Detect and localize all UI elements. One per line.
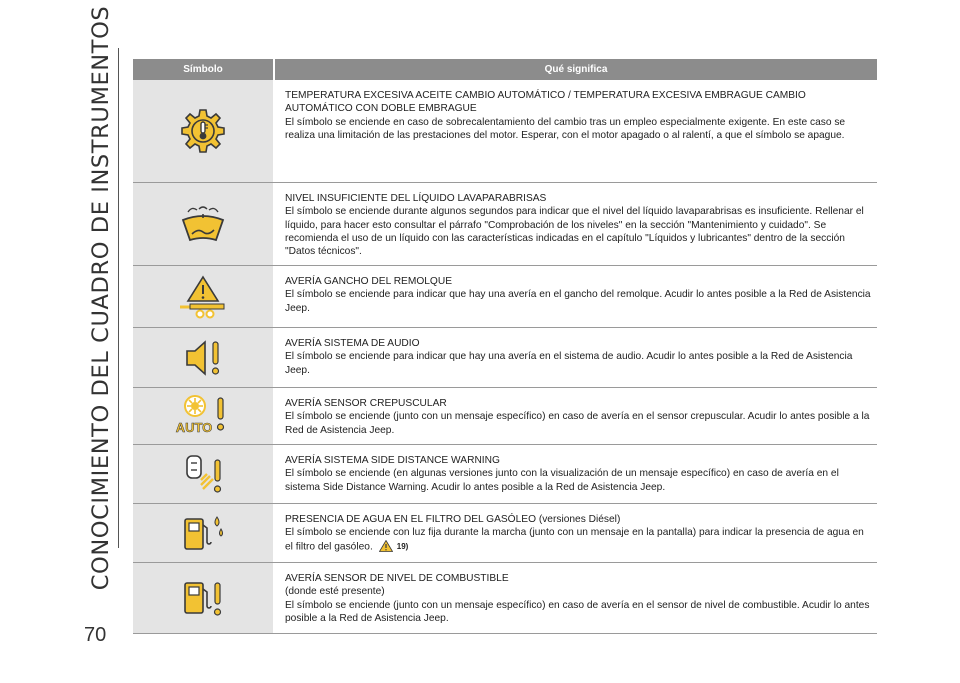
table-header — [133, 59, 877, 80]
row-title: AVERÍA SENSOR DE NIVEL DE COMBUSTIBLE — [285, 573, 509, 584]
table-row — [133, 504, 877, 563]
symbol-cell — [133, 504, 273, 562]
table-row — [133, 266, 877, 328]
row-description: El símbolo se enciende para indicar que hay una avería en el sistema de audio. Acudir lo antes posible a la Red de Asistencia Jeep. — [285, 351, 853, 376]
washer-fluid-icon — [178, 204, 228, 244]
chapter-title — [86, 5, 116, 591]
trailer-hitch-warning-icon — [178, 274, 228, 320]
meaning-cell — [273, 388, 877, 444]
meaning-cell — [273, 563, 877, 633]
table-row — [133, 328, 877, 388]
row-title: TEMPERATURA EXCESIVA ACEITE CAMBIO AUTOMÁTICO / TEMPERATURA EXCESIVA EMBRAGUE CAMBIO AUTOMÁTICO CON DOBLE EMBRAGUE — [285, 90, 806, 115]
row-title: AVERÍA SISTEMA SIDE DISTANCE WARNING — [285, 455, 500, 466]
table-row — [133, 445, 877, 504]
meaning-cell — [273, 80, 877, 182]
header-meaning: Qué significa — [273, 59, 877, 80]
row-title: AVERÍA SISTEMA DE AUDIO — [285, 338, 420, 349]
row-title: AVERÍA GANCHO DEL REMOLQUE — [285, 276, 452, 287]
meaning-cell — [273, 266, 877, 327]
row-subtitle: (donde esté presente) — [285, 586, 385, 598]
chapter-divider — [118, 48, 119, 548]
row-description — [285, 526, 871, 553]
reference-number: 19) — [396, 541, 409, 551]
header-symbol: Símbolo — [183, 64, 223, 75]
side-distance-warning-icon — [179, 452, 227, 496]
table-row — [133, 563, 877, 634]
table-row — [133, 388, 877, 445]
row-description: El símbolo se enciende (junto con un mensaje específico) en caso de avería en el sensor de nivel de combustible. Acudir lo antes posible a la Red de Asistencia Jeep. — [285, 599, 870, 624]
row-description: El símbolo se enciende (junto con un mensaje específico) en caso de avería en el sensor crepuscular. Acudir lo antes posible a la Red de Asistencia Jeep. — [285, 411, 870, 436]
symbol-cell — [133, 80, 273, 182]
warning-triangle-icon — [379, 540, 393, 552]
symbol-cell — [133, 445, 273, 503]
warning-lights-table — [133, 59, 877, 634]
meaning-cell — [273, 183, 877, 265]
row-description: El símbolo se enciende durante algunos segundos para indicar que el nivel del líquido lavaparabrisas es insuficiente. Rellenar el líquido, para hacer esto consultar el párrafo "Comprobación de los niveles" en la sección "Mantenimiento y cuidado". Se recomienda el uso de un líquido con las características indicadas en el capítulo "Líquidos y lubricantes" dentro de la sección "Datos técnicos". — [285, 206, 864, 258]
auto-icon-label: AUTO — [175, 420, 213, 435]
meaning-cell — [273, 328, 877, 387]
water-in-fuel-icon — [179, 511, 227, 555]
fuel-sensor-warning-icon — [179, 575, 227, 621]
row-title: NIVEL INSUFICIENTE DEL LÍQUIDO LAVAPARABRISAS — [285, 193, 547, 204]
table-row — [133, 183, 877, 266]
auto-light-sensor-icon — [175, 394, 231, 438]
warning-reference — [379, 540, 409, 553]
meaning-cell — [273, 504, 877, 562]
meaning-cell — [273, 445, 877, 503]
row-description: El símbolo se enciende (en algunas versiones junto con la visualización de un mensaje específico) en caso de avería en el sistema Side Distance Warning. Acudir lo antes posible a la Red de Asistencia Jeep. — [285, 468, 839, 493]
chapter-title-text: CONOCIMIENTO DEL CUADRO DE INSTRUMENTOS — [88, 5, 114, 591]
row-title: PRESENCIA DE AGUA EN EL FILTRO DEL GASÓLEO (versiones Diésel) — [285, 514, 621, 525]
page-number: 70 — [84, 624, 107, 646]
row-description: El símbolo se enciende para indicar que hay una avería en el gancho del remolque. Acudir lo antes posible a la Red de Asistencia Jeep. — [285, 289, 871, 314]
row-description: El símbolo se enciende en caso de sobrecalentamiento del cambio tras un empleo especialmente exigente. En este caso se realiza una limitación de las prestaciones del motor. Esperar, con el motor apagado o al ralentí, a que el símbolo se apague. — [285, 116, 846, 141]
speaker-warning-icon — [181, 336, 225, 380]
table-row — [133, 80, 877, 183]
symbol-cell — [133, 266, 273, 327]
symbol-cell — [133, 563, 273, 633]
symbol-cell — [133, 388, 273, 444]
symbol-cell — [133, 328, 273, 387]
symbol-cell — [133, 183, 273, 265]
gear-thermometer-icon — [180, 108, 226, 154]
row-title: AVERÍA SENSOR CREPUSCULAR — [285, 398, 447, 409]
row-description-text: El símbolo se enciende con luz fija durante la marcha (junto con un mensaje en la pantalla) para indicar la presencia de agua en el filtro del gasóleo. — [285, 527, 864, 552]
